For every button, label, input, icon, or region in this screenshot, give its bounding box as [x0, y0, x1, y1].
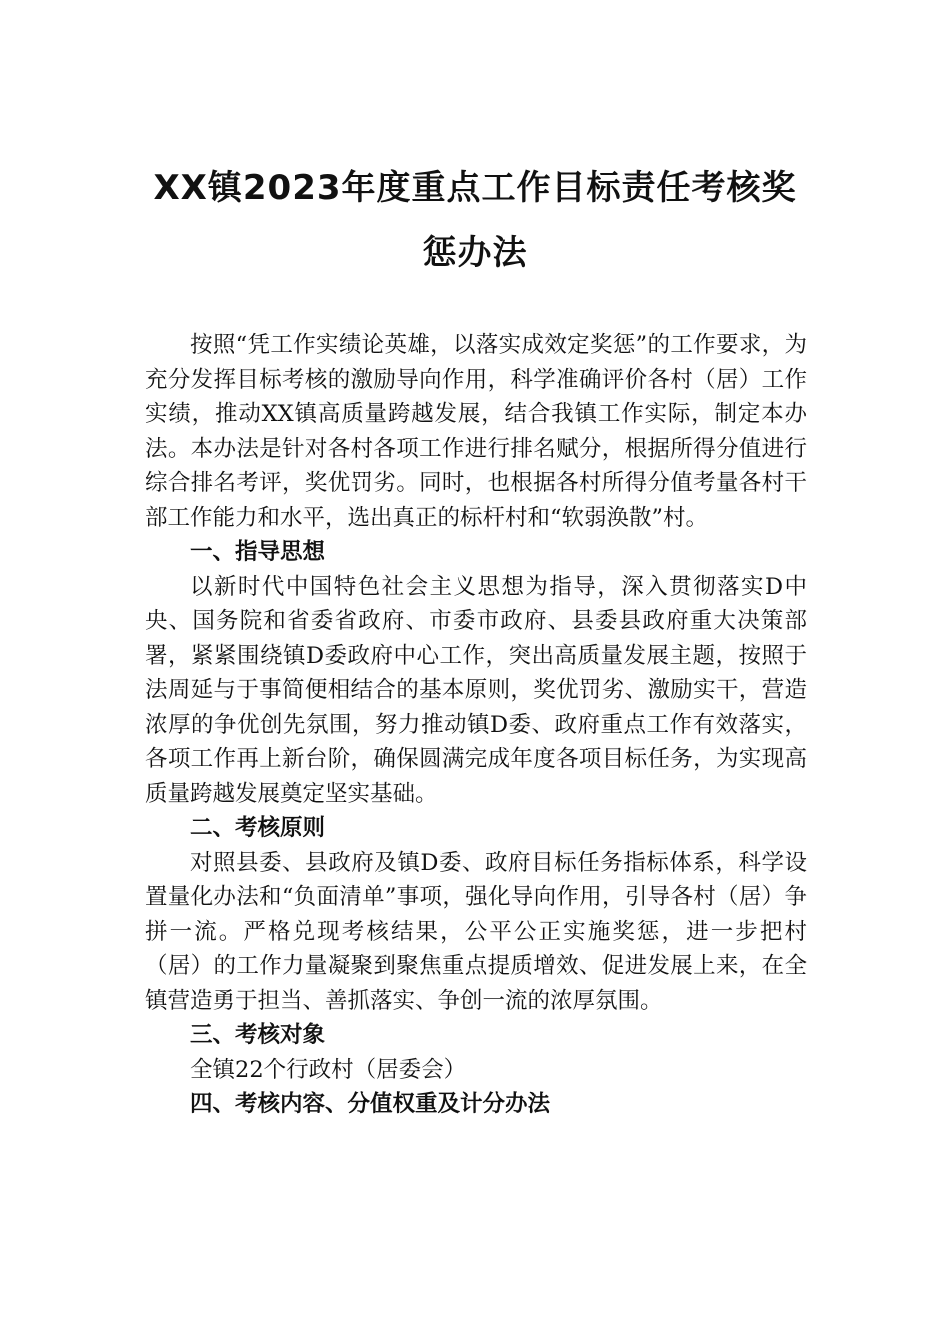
intro-paragraph: 按照“凭工作实绩论英雄，以落实成效定奖惩”的工作要求，为充分发挥目标考核的激励导向作用，科学准确评价各村（居）工作实绩，推动XX镇高质量跨越发展，结合我镇工作实际，制定本办法。本办法是针对各村各项工作进行排名赋分，根据所得分值进行综合排名考评，奖优罚劣。同时，也根据各村所得分值考量各村干部工作能力和水平，选出真正的标杆村和“软弱涣散”村。 [145, 332, 807, 531]
section-heading-assessment-principles: 二、考核原则 [190, 815, 326, 841]
section-text-assessment-principles: 对照县委、县政府及镇D委、政府目标任务指标体系，科学设置量化办法和“负面清单”事项，强化导向作用，引导各村（居）争拼一流。严格兑现考核结果，公平公正实施奖惩，进一步把村（居）的工作力量凝聚到聚焦重点提质增效、促进发展上来，在全镇营造勇于担当、善抓落实、争创一流的浓厚氛围。 [145, 849, 807, 1014]
document-title-line-2: 惩办法 [422, 233, 528, 273]
section-text-guiding-ideology: 以新时代中国特色社会主义思想为指导，深入贯彻落实D中央、国务院和省委省政府、市委市政府、县委县政府重大决策部署，紧紧围绕镇D委政府中心工作，突出高质量发展主题，按照于法周延与于事简便相结合的基本原则，奖优罚劣、激励实干，营造浓厚的争优创先氛围，努力推动镇D委、政府重点工作有效落实，各项工作再上新台阶，确保圆满完成年度各项目标任务，为实现高质量跨越发展奠定坚实基础。 [145, 573, 807, 807]
section-heading-assessment-targets: 三、考核对象 [190, 1022, 326, 1048]
document-title-line-1: XX镇2023年度重点工作目标责任考核奖 [153, 168, 797, 208]
section-heading-guiding-ideology: 一、指导思想 [190, 539, 326, 565]
section-text-assessment-targets: 全镇22个行政村（居委会） [190, 1056, 467, 1083]
section-heading-assessment-content: 四、考核内容、分值权重及计分办法 [190, 1091, 551, 1117]
document-body [145, 328, 807, 1122]
